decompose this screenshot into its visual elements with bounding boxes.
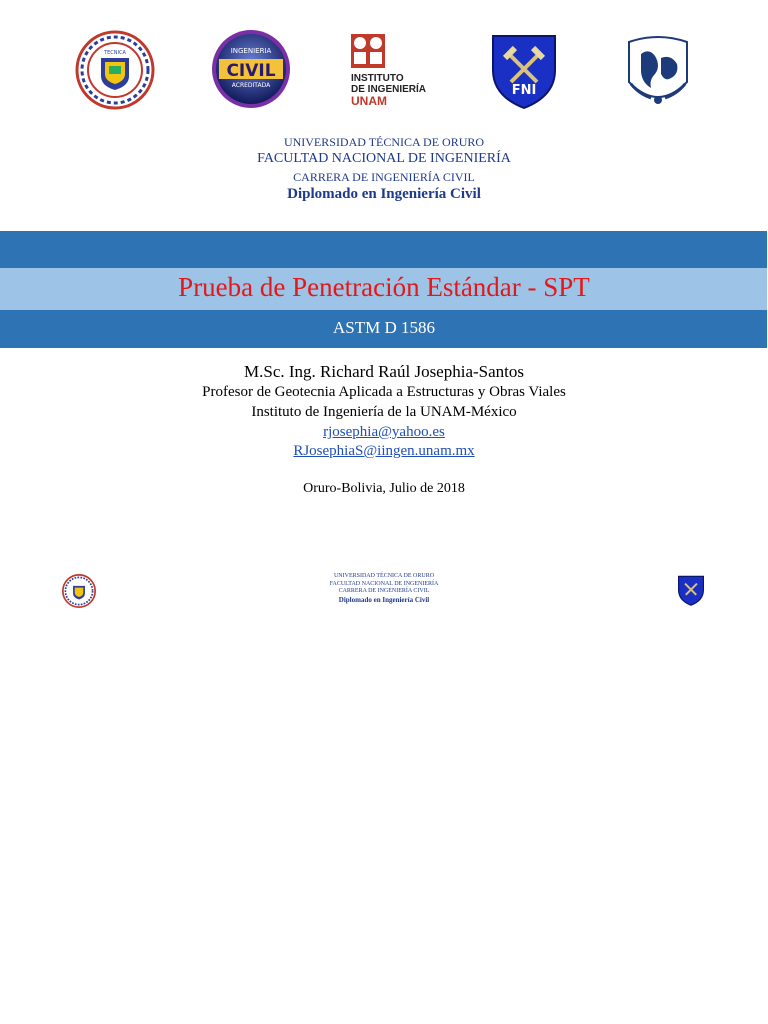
unam-logo-line2: DE INGENIERÍA	[351, 84, 426, 95]
unam-instituto-logo	[350, 33, 426, 109]
footer-university: UNIVERSIDAD TÉCNICA DE ORURO	[333, 573, 435, 579]
footer-program: Diplomado en Ingeniería Civil	[338, 596, 430, 604]
banner-top-band	[0, 231, 767, 268]
email-link-unam[interactable]: RJosephiaS@iingen.unam.mx	[293, 443, 475, 459]
header-career: CARRERA DE INGENIERÍA CIVIL	[293, 170, 475, 184]
civil-logo-main-text: CIVIL	[226, 61, 276, 81]
uto-logo	[75, 30, 155, 110]
header-faculty: FACULTAD NACIONAL DE INGENIERÍA	[257, 151, 511, 166]
document-subtitle: ASTM D 1586	[332, 318, 435, 337]
civil-logo-bottom-text: ACREDITADA	[231, 82, 271, 89]
place-date: Oruro-Bolivia, Julio de 2018	[303, 481, 465, 496]
header-university: UNIVERSIDAD TÉCNICA DE ORURO	[283, 135, 485, 149]
fni-logo	[489, 30, 559, 110]
unam-logo-line1: INSTITUTO	[351, 73, 404, 84]
unam-logo-line3: UNAM	[351, 94, 387, 108]
fni-logo-text: FNI	[511, 83, 537, 98]
author-name: M.Sc. Ing. Richard Raúl Josephia-Santos	[244, 362, 524, 381]
header-program: Diplomado en Ingeniería Civil	[287, 186, 481, 202]
footer-career: CARRERA DE INGENIERÍA CIVIL	[338, 588, 430, 594]
email-link-yahoo[interactable]: rjosephia@yahoo.es	[323, 424, 445, 440]
author-role: Profesor de Geotecnia Aplicada a Estructuras y Obras Viales	[202, 384, 566, 400]
footer-faculty: FACULTAD NACIONAL DE INGENIERÍA	[329, 581, 439, 587]
document-title: Prueba de Penetración Estándar - SPT	[178, 272, 590, 302]
civil-logo	[211, 29, 291, 109]
unam-seal-logo	[621, 32, 695, 108]
footer-fni-logo	[677, 574, 705, 606]
uto-logo-text: TECNICA	[104, 50, 126, 56]
civil-logo-top-text: INGENIERIA	[230, 47, 272, 55]
author-institution: Instituto de Ingeniería de la UNAM-México	[251, 404, 517, 420]
